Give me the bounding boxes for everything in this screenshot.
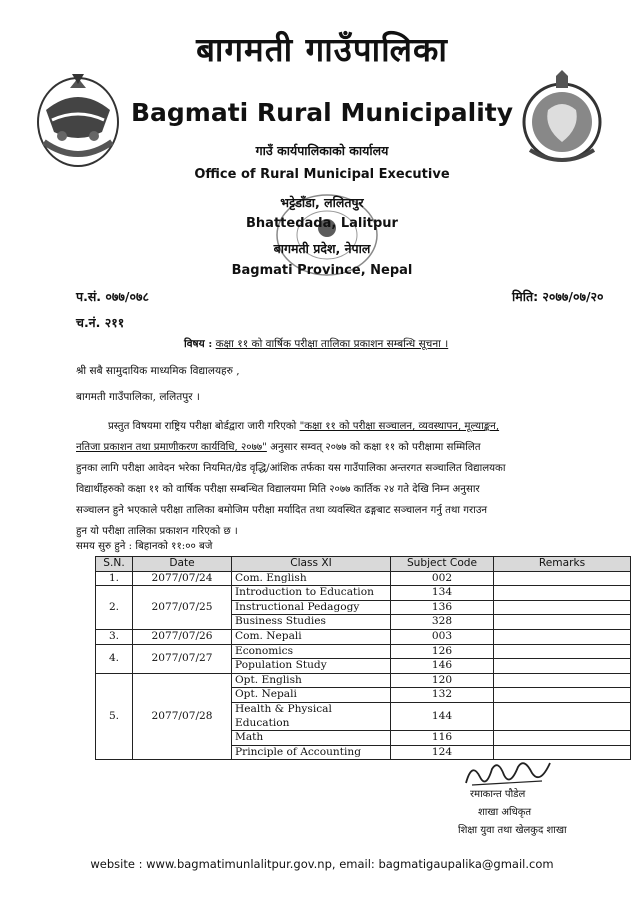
exam-time-note: समय सुरु हुने : बिहानको ११:०० बजे <box>76 541 213 552</box>
office-title-english: Office of Rural Municipal Executive <box>194 167 450 182</box>
code-cell: 124 <box>391 745 494 760</box>
header-date: Date <box>133 557 232 572</box>
recipient-line-1: श्री सबै सामुदायिक माध्यमिक विद्यालयहरु , <box>76 365 240 377</box>
signatory-department: शिक्षा युवा तथा खेलकुद शाखा <box>458 825 567 836</box>
subject-label: विषय : <box>184 338 213 350</box>
subject-cell: Math <box>232 731 391 746</box>
subject-line <box>184 337 448 351</box>
table-row <box>96 673 631 688</box>
header-class: Class XI <box>232 557 391 572</box>
body-line-6: हुन यो परीक्षा तालिका प्रकाशन गरिएको छ । <box>76 526 238 537</box>
code-cell: 002 <box>391 571 494 586</box>
sn-cell: 1. <box>96 571 133 586</box>
subject-cell: Introduction to Education <box>232 586 391 601</box>
province-english: Bagmati Province, Nepal <box>231 263 413 278</box>
code-cell: 126 <box>391 644 494 659</box>
subject-cell: Com. English <box>232 571 391 586</box>
subject-cell: Opt. English <box>232 673 391 688</box>
code-cell: 146 <box>391 659 494 674</box>
remarks-cell <box>494 673 631 688</box>
remarks-cell <box>494 615 631 630</box>
header-subject-code: Subject Code <box>391 557 494 572</box>
municipality-title-nepali: बागमती गाउँपालिका <box>196 30 448 69</box>
subject-cell: Com. Nepali <box>232 629 391 644</box>
signatory-post: शाखा अधिकृत <box>478 807 532 818</box>
remarks-cell <box>494 629 631 644</box>
body-line-3: हुनका लागि परीक्षा आवेदन भरेका नियमित/ग्रेड वृद्धि/आंशिक तर्फका यस गाउँपालिका अन्तरगत सञ्चालित विद्यालयका <box>76 463 506 474</box>
table-row <box>96 629 631 644</box>
body-line-1b: "कक्षा ११ को परीक्षा सञ्चालन, व्यवस्थापन, मूल्याङ्कन, <box>299 421 500 432</box>
code-cell: 116 <box>391 731 494 746</box>
header-sn: S.N. <box>96 557 133 572</box>
body-line-1a: प्रस्तुत विषयमा राष्ट्रिय परीक्षा बोर्डद्वारा जारी गरिएको <box>108 421 300 432</box>
subject-cell: Opt. Nepali <box>232 688 391 703</box>
signatory-name: रमाकान्त पौडेल <box>470 789 526 800</box>
table-row <box>96 586 631 601</box>
subject-cell: Instructional Pedagogy <box>232 600 391 615</box>
body-paragraph <box>76 416 576 542</box>
remarks-cell <box>494 688 631 703</box>
body-line-5: सञ्चालन हुने भएकाले परीक्षा तालिका बमोजिम परीक्षा मर्यादित तथा व्यवस्थित ढङ्गबाट सञ्चालन गर्नु तथा गराउन <box>76 505 488 516</box>
body-line-2a: नतिजा प्रकाशन तथा प्रमाणीकरण कार्यविधि, २०७७" <box>76 442 267 453</box>
remarks-cell <box>494 571 631 586</box>
sn-cell: 5. <box>96 673 133 760</box>
code-cell: 120 <box>391 673 494 688</box>
sn-cell: 2. <box>96 586 133 630</box>
subject-cell: Business Studies <box>232 615 391 630</box>
remarks-cell <box>494 600 631 615</box>
sn-cell: 3. <box>96 629 133 644</box>
code-cell: 003 <box>391 629 494 644</box>
table-row <box>96 644 631 659</box>
code-cell: 144 <box>391 702 494 730</box>
address-english: Bhattedada, Lalitpur <box>246 216 398 231</box>
address-nepali: भट्टेडाँडा, ललितपुर <box>280 195 364 210</box>
letter-date: मिति: २०७७/०७/२० <box>512 289 604 304</box>
date-cell: 2077/07/27 <box>133 644 232 673</box>
office-title-nepali: गाउँ कार्यपालिकाको कार्यालय <box>255 143 389 158</box>
remarks-cell <box>494 659 631 674</box>
code-cell: 134 <box>391 586 494 601</box>
subject-cell: Principle of Accounting <box>232 745 391 760</box>
code-cell: 136 <box>391 600 494 615</box>
table-row <box>96 571 631 586</box>
body-line-4: विद्यार्थीहरुको कक्षा ११ को वार्षिक परीक्षा सम्बन्धित विद्यालयमा मिति २०७७ कार्तिक २४ गते देखि निम्न अनुसार <box>76 484 480 495</box>
subject-text: कक्षा ११ को वार्षिक परीक्षा तालिका प्रकाशन सम्बन्धि सूचना । <box>215 338 449 350</box>
footer-contact: website : www.bagmatimunlalitpur.gov.np, email: bagmatigaupalika@gmail.com <box>90 857 554 871</box>
body-line-2b: अनुसार सम्वत् २०७७ को कक्षा ११ को परीक्षामा सम्मिलित <box>266 442 481 453</box>
subject-cell: Population Study <box>232 659 391 674</box>
exam-schedule-table <box>95 556 631 760</box>
date-cell: 2077/07/26 <box>133 629 232 644</box>
subject-cell: Health & Physical Education <box>232 702 391 730</box>
remarks-cell <box>494 586 631 601</box>
date-cell: 2077/07/24 <box>133 571 232 586</box>
remarks-cell <box>494 702 631 730</box>
sn-cell: 4. <box>96 644 133 673</box>
date-cell: 2077/07/25 <box>133 586 232 630</box>
code-cell: 328 <box>391 615 494 630</box>
reference-number: प.सं. ०७७/०७८ <box>76 289 149 304</box>
dispatch-number: च.नं. २११ <box>76 315 125 330</box>
date-cell: 2077/07/28 <box>133 673 232 760</box>
table-header-row <box>96 557 631 572</box>
recipient-line-2: बागमती गाउँपालिका, ललितपुर । <box>76 391 200 403</box>
province-nepali: बागमती प्रदेश, नेपाल <box>273 241 371 256</box>
subject-cell: Economics <box>232 644 391 659</box>
remarks-cell <box>494 731 631 746</box>
municipality-title-english: Bagmati Rural Municipality <box>130 98 514 127</box>
code-cell: 132 <box>391 688 494 703</box>
header-remarks: Remarks <box>494 557 631 572</box>
remarks-cell <box>494 644 631 659</box>
